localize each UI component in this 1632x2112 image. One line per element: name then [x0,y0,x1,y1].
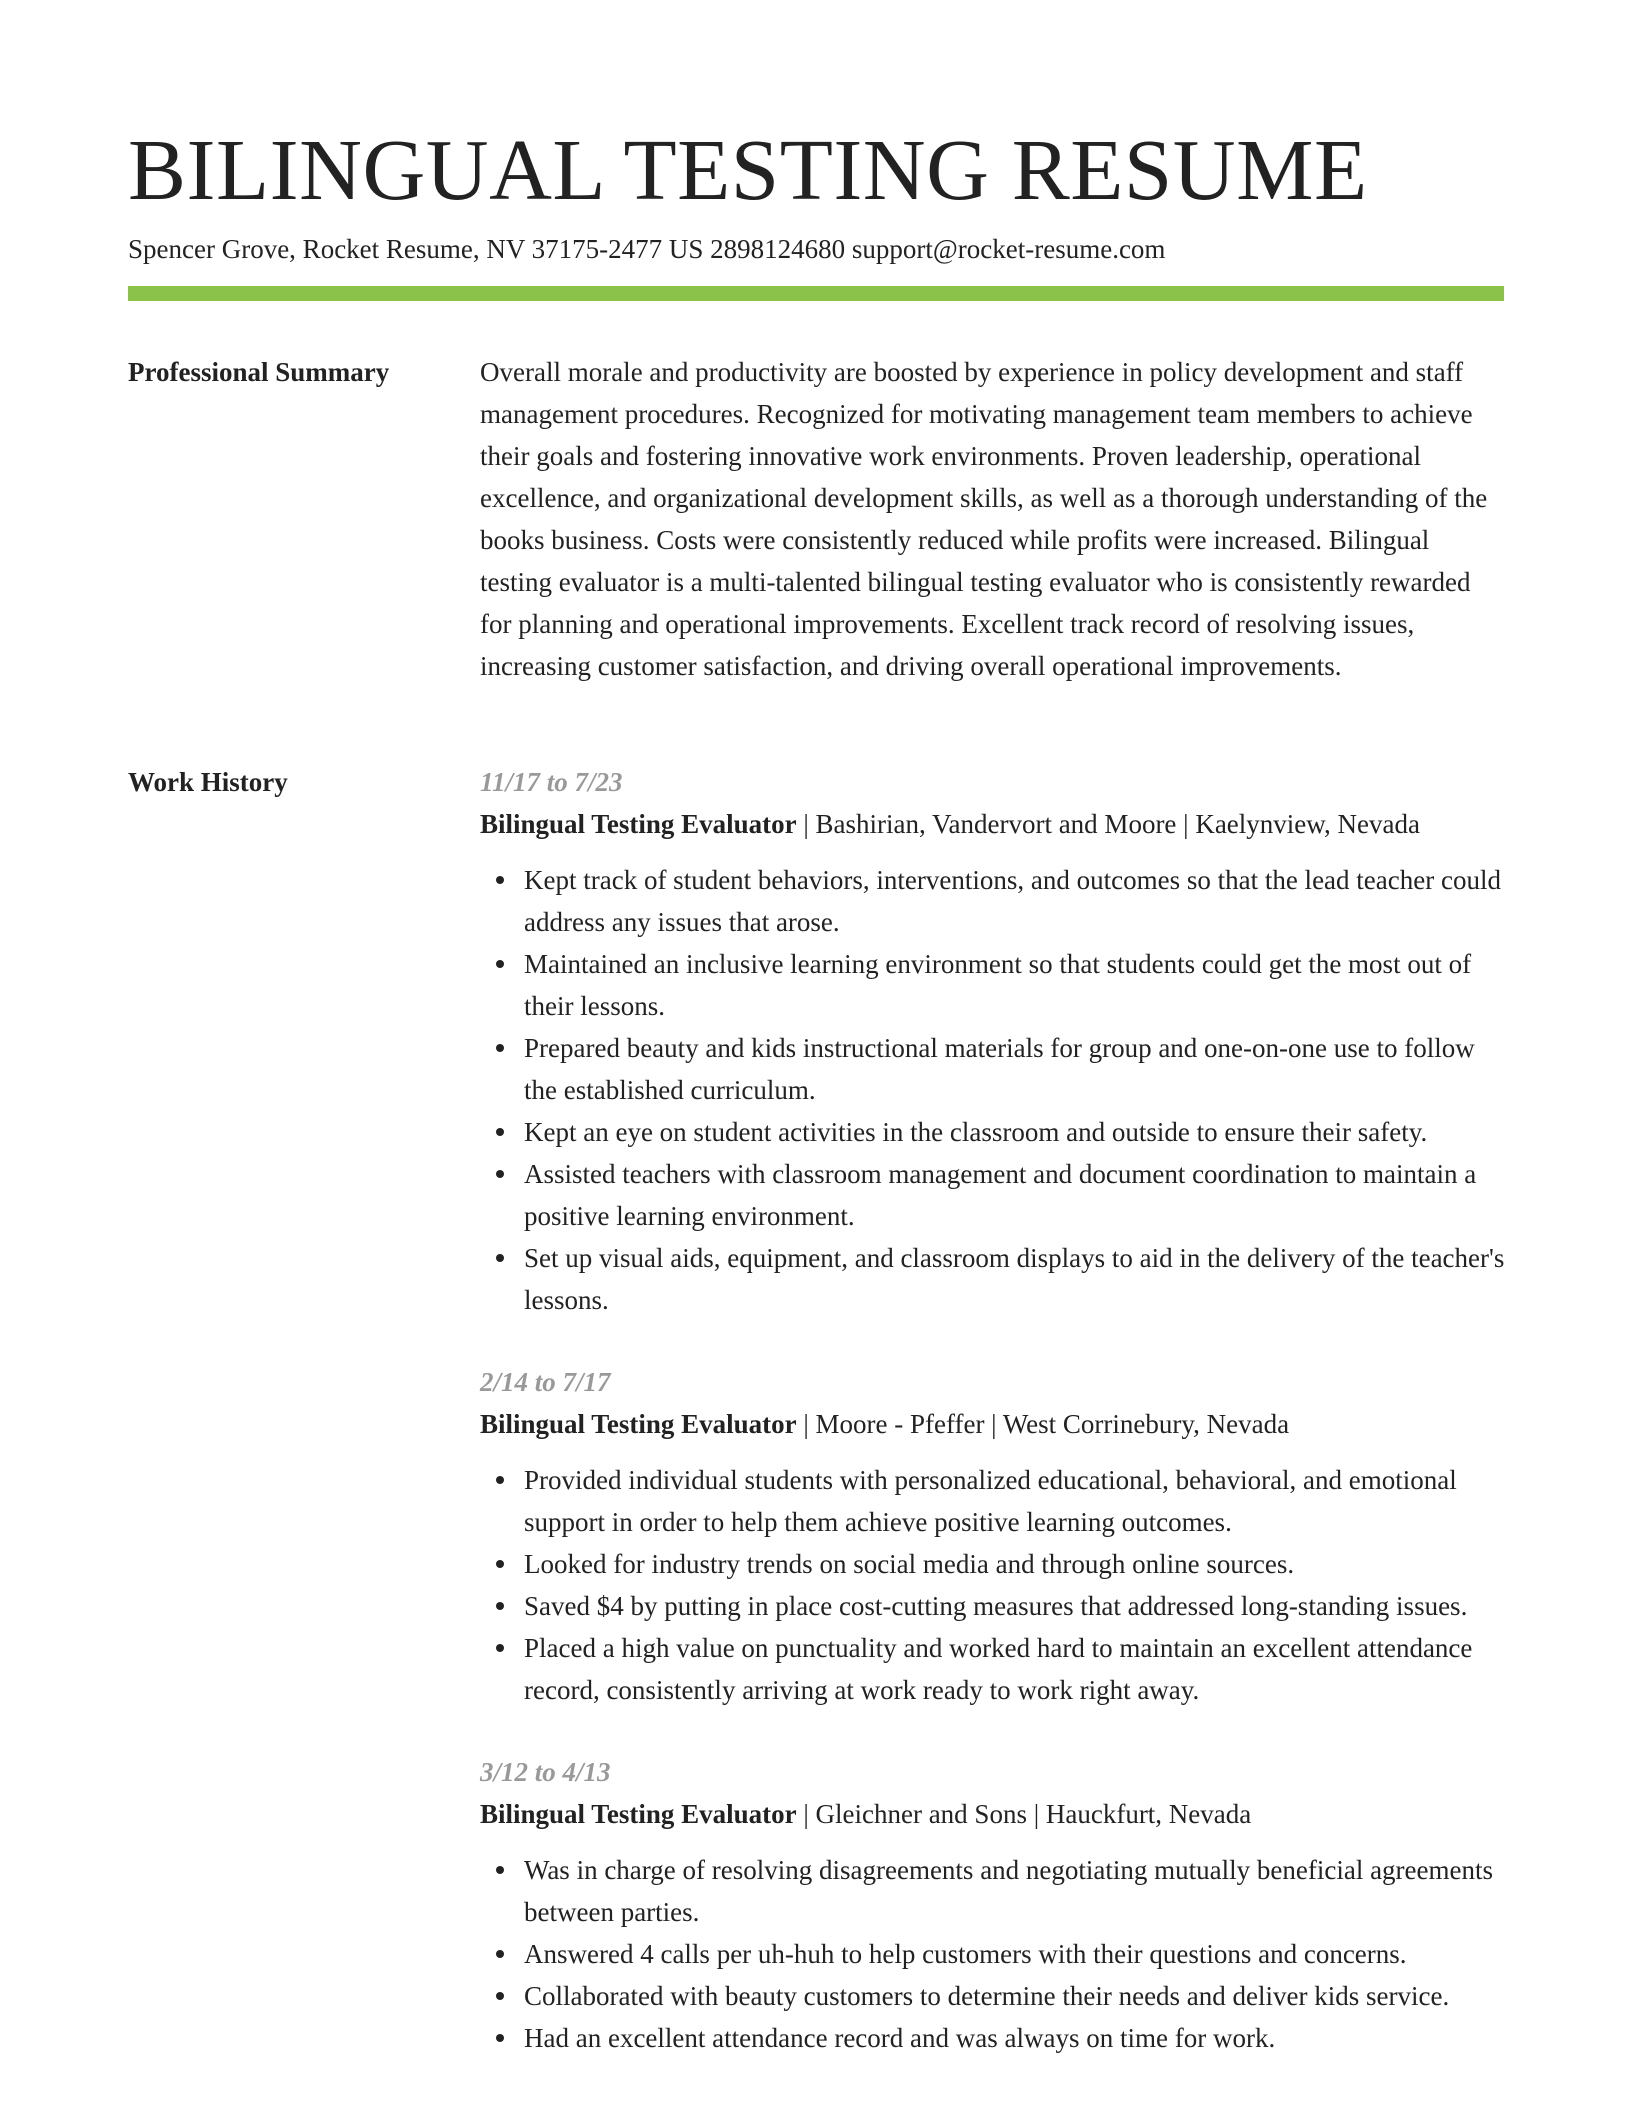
job-bullet-list [480,1849,1506,2059]
job-bullet: Assisted teachers with classroom management and document coordination to maintain a positive learning environment. [524,1153,1506,1237]
job-dates: 2/14 to 7/17 [480,1367,611,1397]
job-bullet: Was in charge of resolving disagreements and negotiating mutually beneficial agreements between parties. [524,1849,1506,1933]
job-title: Bilingual Testing Evaluator [480,809,797,839]
job-title: Bilingual Testing Evaluator [480,1799,797,1829]
job-bullet: Had an excellent attendance record and was always on time for work. [524,2017,1506,2059]
section-label-summary: Professional Summary [128,357,390,387]
job-employer-location: | Gleichner and Sons | Hauckfurt, Nevada [796,1799,1252,1829]
job-bullet: Maintained an inclusive learning environment so that students could get the most out of their lessons. [524,943,1506,1027]
job-bullet: Prepared beauty and kids instructional materials for group and one-on-one use to follow the established curriculum. [524,1027,1506,1111]
work-history-body [480,761,1506,2099]
job-bullet: Answered 4 calls per uh-huh to help customers with their questions and concerns. [524,1933,1506,1975]
job-bullet-list [480,1459,1506,1711]
header-divider [128,286,1504,301]
job-entry [480,761,1506,1321]
job-bullet: Collaborated with beauty customers to determine their needs and deliver kids service. [524,1975,1506,2017]
job-bullet: Set up visual aids, equipment, and classroom displays to aid in the delivery of the teacher's lessons. [524,1237,1506,1321]
job-bullet: Kept track of student behaviors, interventions, and outcomes so that the lead teacher could address any issues that arose. [524,859,1506,943]
job-bullet-list [480,859,1506,1321]
job-bullet: Provided individual students with personalized educational, behavioral, and emotional support in order to help them achieve positive learning outcomes. [524,1459,1506,1543]
job-heading [480,1793,1506,1835]
section-label-work-history: Work History [128,767,288,797]
summary-text: Overall morale and productivity are boosted by experience in policy development and staff management procedures. Recognized for motivating management team members to achieve their goals and fostering innovative work environments. Proven leadership, operational excellence, and organizational development skills, as well as a thorough understanding of the books business. Costs were consistently reduced while profits were increased. Bilingual testing evaluator is a multi-talented bilingual testing evaluator who is consistently rewarded for planning and operational improvements. Excellent track record of resolving issues, increasing customer satisfaction, and driving overall operational improvements. [480,357,1488,681]
job-dates: 3/12 to 4/13 [480,1757,611,1787]
job-bullet: Looked for industry trends on social media and through online sources. [524,1543,1506,1585]
job-dates: 11/17 to 7/23 [480,767,623,797]
summary-body [480,351,1506,687]
job-employer-location: | Moore - Pfeffer | West Corrinebury, Nevada [796,1409,1290,1439]
contact-line: Spencer Grove, Rocket Resume, NV 37175-2477 US 2898124680 support@rocket-resume.com [128,234,1166,264]
job-employer-location: | Bashirian, Vandervort and Moore | Kaelynview, Nevada [796,809,1420,839]
job-entry [480,1751,1506,2059]
resume-title: BILINGUAL TESTING RESUME [128,121,1368,218]
job-title: Bilingual Testing Evaluator [480,1409,797,1439]
job-bullet: Placed a high value on punctuality and worked hard to maintain an excellent attendance record, consistently arriving at work ready to work right away. [524,1627,1506,1711]
job-bullet: Saved $4 by putting in place cost-cutting measures that addressed long-standing issues. [524,1585,1506,1627]
job-heading [480,803,1506,845]
job-bullet: Kept an eye on student activities in the classroom and outside to ensure their safety. [524,1111,1506,1153]
job-entry [480,1361,1506,1711]
job-heading [480,1403,1506,1445]
